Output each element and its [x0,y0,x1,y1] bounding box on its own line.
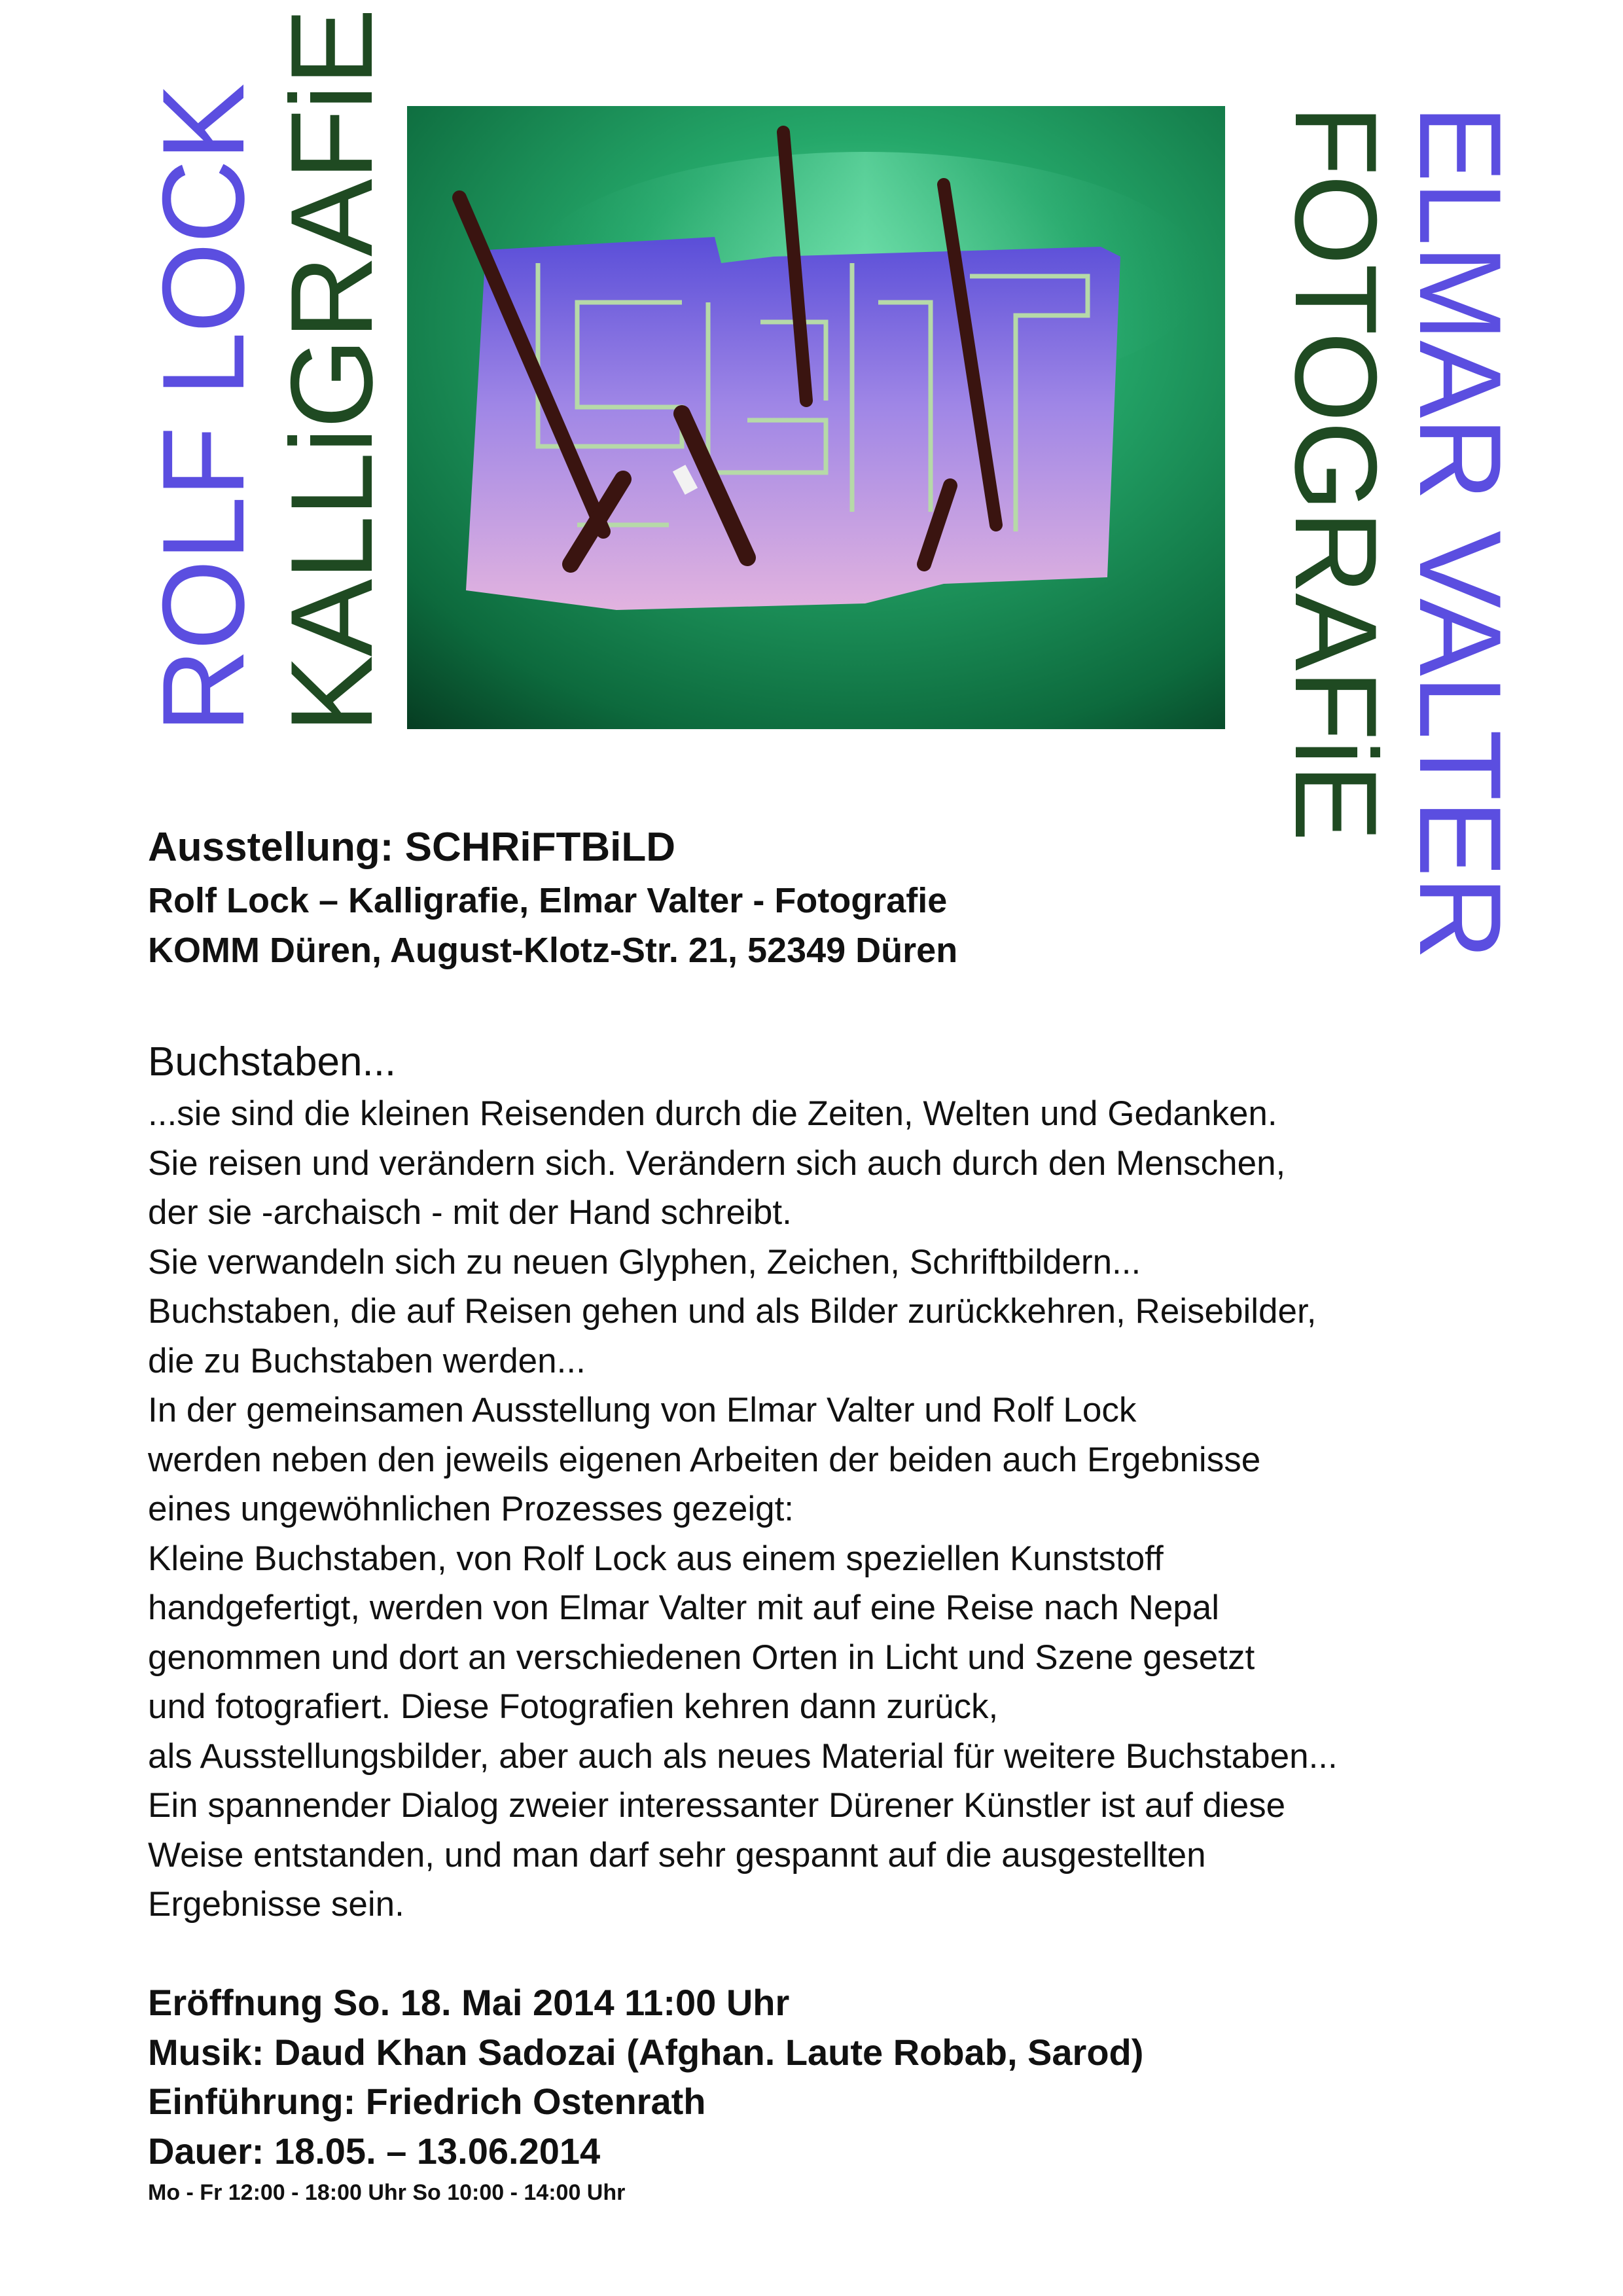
opening-date: Eröffnung So. 18. Mai 2014 11:00 Uhr [148,1982,790,2023]
description-line: werden neben den jeweils eigenen Arbeiten der beiden auch Ergebnisse [148,1440,1261,1479]
description-heading: Buchstaben... [148,1039,397,1085]
description-line: als Ausstellungsbilder, aber auch als neues Material für weitere Buchstaben... [148,1736,1338,1776]
discipline-kalligrafie: KALLiGRAFiE [266,9,397,733]
description-line: Kleine Buchstaben, von Rolf Lock aus einem speziellen Kunststoff [148,1539,1164,1578]
exhibition-artists: Rolf Lock – Kalligrafie, Elmar Valter - Fotografie [148,881,948,920]
description-line: handgefertigt, werden von Elmar Valter mit auf eine Reise nach Nepal [148,1588,1220,1627]
photo-schrift-artwork [407,106,1225,729]
discipline-fotografie: FOTOGRAFiE [1271,105,1401,840]
exhibition-info [148,819,957,975]
description-line: und fotografiert. Diese Fotografien kehren dann zurück, [148,1687,999,1726]
description-line: Ein spannender Dialog zweier interessanter Dürener Künstler ist auf diese [148,1786,1286,1825]
description-line: Ergebnisse sein. [148,1885,404,1924]
exhibition-duration: Dauer: 18.05. – 13.06.2014 [148,2130,601,2172]
music-credit: Musik: Daud Khan Sadozai (Afghan. Laute Robab, Sarod) [148,2031,1144,2073]
description-line: der sie -archaisch - mit der Hand schreibt. [148,1193,792,1232]
description-line: Buchstaben, die auf Reisen gehen und als Bilder zurückkehren, Reisebilder, [148,1292,1317,1331]
description-line: eines ungewöhnlichen Prozesses gezeigt: [148,1490,794,1528]
event-details [148,1978,1143,2210]
artist-name-rolf-lock: ROLF LOCK [138,84,268,733]
exhibition-title: Ausstellung: SCHRiFTBiLD [148,825,675,870]
description [148,1035,1522,1929]
artist-name-elmar-valter: ELMAR VALTER [1395,105,1525,959]
description-line: die zu Buchstaben werden... [148,1341,586,1380]
description-line: genommen und dort an verschiedenen Orten in Licht und Szene gesetzt [148,1638,1255,1677]
opening-hours: Mo - Fr 12:00 - 18:00 Uhr So 10:00 - 14:00 Uhr [148,2180,626,2205]
description-line: Sie reisen und verändern sich. Verändern sich auch durch den Menschen, [148,1143,1286,1183]
introduction-credit: Einführung: Friedrich Ostenrath [148,2081,706,2122]
exhibition-address: KOMM Düren, August-Klotz-Str. 21, 52349 Düren [148,931,958,970]
description-line: Sie verwandeln sich zu neuen Glyphen, Zeichen, Schriftbildern... [148,1242,1141,1282]
photo-schrift-icon [407,106,1225,729]
description-line: In der gemeinsamen Ausstellung von Elmar Valter und Rolf Lock [148,1391,1137,1429]
description-line: Weise entstanden, und man darf sehr gespannt auf die ausgestellten [148,1835,1206,1874]
description-line: ...sie sind die kleinen Reisenden durch die Zeiten, Welten und Gedanken. [148,1094,1277,1133]
